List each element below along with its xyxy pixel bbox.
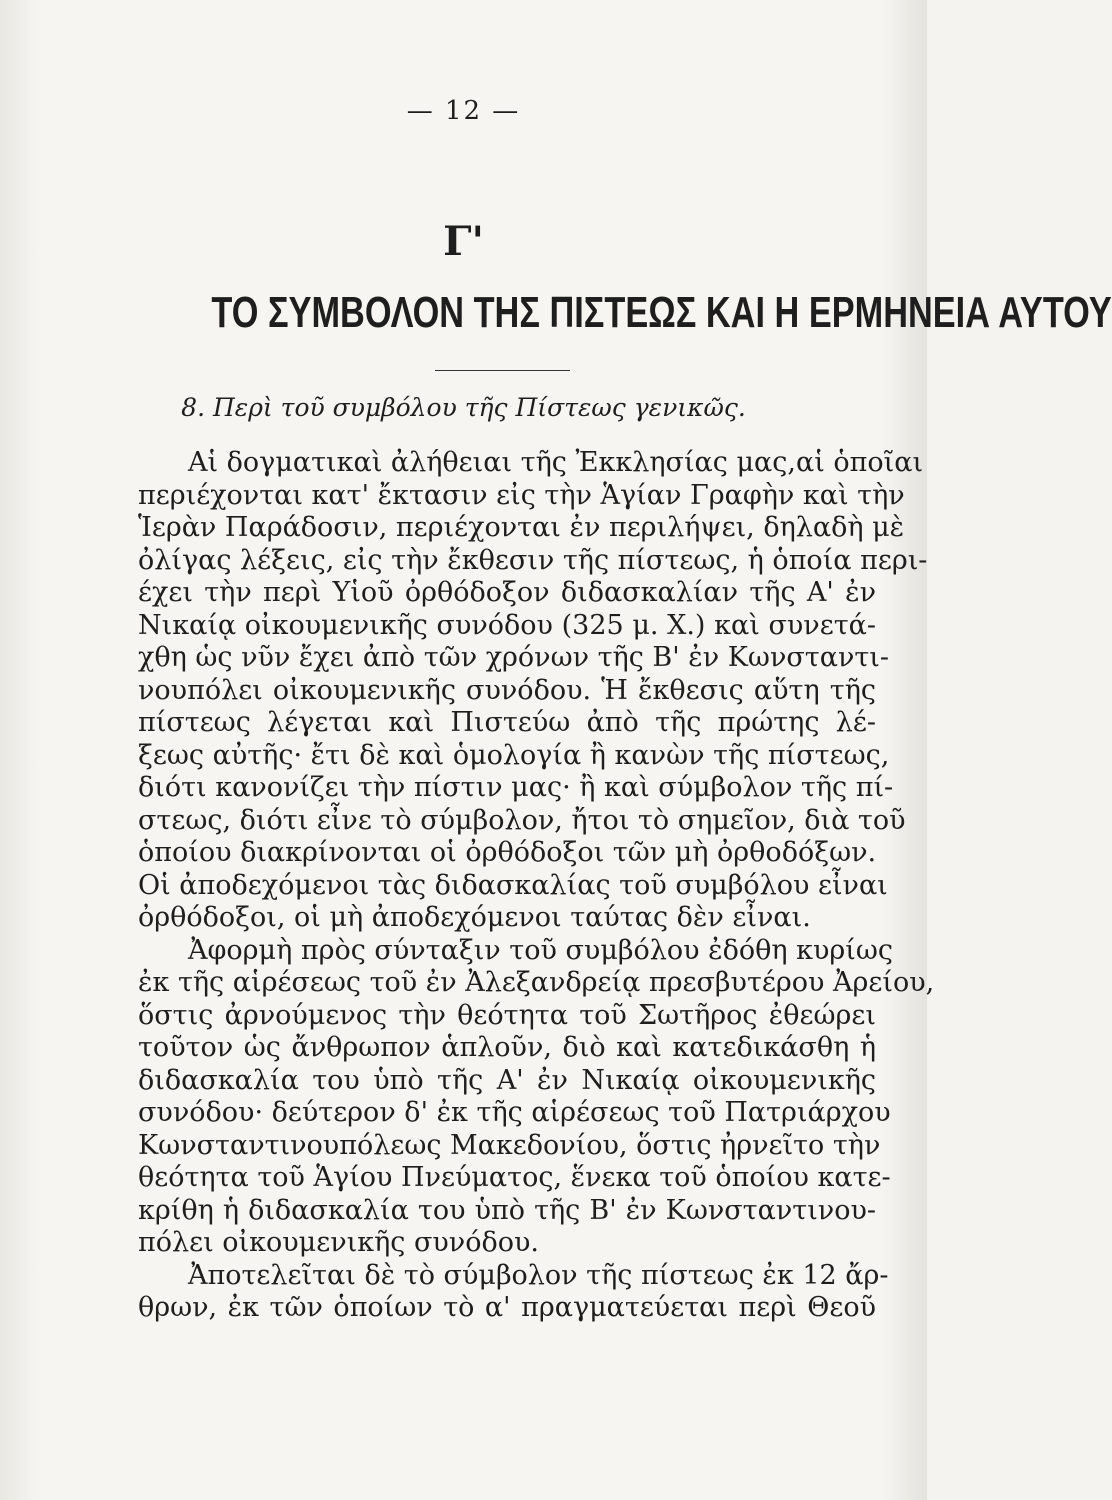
paragraph-1 bbox=[138, 447, 928, 935]
text-line: περιέχονται κατ' ἔκτασιν εἰς τὴν Ἁγίαν Γραφὴν καὶ τὴν bbox=[138, 479, 905, 511]
text-line: στεως, διότι εἶνε τὸ σύμβολον, ἤτοι τὸ σημεῖον, διὰ τοῦ bbox=[138, 804, 906, 836]
text-line: Νικαίᾳ οἰκουμενικῆς συνόδου (325 μ. Χ.) καὶ συνετά- bbox=[138, 609, 876, 641]
text-line: Ἀποτελεῖται δὲ τὸ σύμβολον τῆς πίστεως ἐκ 12 ἄρ- bbox=[188, 1259, 889, 1291]
page-number: — 12 — bbox=[406, 96, 521, 126]
text-line: ὀλίγας λέξεις, εἰς τὴν ἔκθεσιν τῆς πίστεως, ἡ ὁποία περι- bbox=[138, 544, 928, 576]
text-line: Ἱερὰν Παράδοσιν, περιέχονται ἐν περιλήψει, δηλαδὴ μὲ bbox=[138, 512, 905, 543]
text-line: πόλει οἰκουμενικῆς συνόδου. bbox=[138, 1227, 539, 1258]
text-line: συνόδου· δεύτερον δ' ἐκ τῆς αἱρέσεως τοῦ Πατριάρχου bbox=[138, 1097, 891, 1128]
text-line: ἐκ τῆς αἱρέσεως τοῦ ἐν Ἀλεξανδρείᾳ πρεσβυτέρου Ἀρείου, bbox=[138, 967, 935, 998]
text-line: έχει τὴν περὶ Υἱοῦ ὀρθόδοξον διδασκαλίαν τῆς Α' ἐν bbox=[138, 577, 876, 608]
text-line: διδασκαλία του ὑπὸ τῆς Α' ἐν Νικαίᾳ οἰκουμενικῆς bbox=[138, 1064, 876, 1096]
text-line: ξεως αὐτῆς· ἔτι δὲ καὶ ὁμολογία ἢ κανὼν τῆς πίστεως, bbox=[138, 739, 890, 771]
text-line: κρίθη ἡ διδασκαλία του ὑπὸ τῆς Β' ἐν Κωνσταντινου- bbox=[138, 1194, 876, 1226]
text-line: πίστεως λέγεται καὶ Πιστεύω ἀπὸ τῆς πρώτης λέ- bbox=[138, 707, 876, 738]
text-line: ὀρθόδοξοι, οἱ μὴ ἀποδεχόμενοι ταύτας δὲν εἶναι. bbox=[138, 902, 811, 933]
section-letter: Γ' bbox=[443, 218, 484, 265]
text-line: Αἱ δογματικαὶ ἀλήθειαι τῆς Ἐκκλησίας μας,αἱ ὁποῖαι bbox=[188, 447, 924, 478]
text-line: Ἀφορμὴ πρὸς σύνταξιν τοῦ συμβόλου ἐδόθη κυρίως bbox=[188, 934, 894, 966]
text-line: διότι κανονίζει τὴν πίστιν μας· ἢ καὶ σύμβολον τῆς πί- bbox=[138, 772, 894, 803]
chapter-title: ΤΟ ΣΥΜΒΟΛΟΝ ΤΗΣ ΠΙΣΤΕΩΣ ΚΑΙ Η ΕΡΜΗΝΕΙΑ ΑΥΤΟΥ bbox=[211, 288, 1112, 337]
text-line: Κωνσταντινουπόλεως Μακεδονίου, ὅστις ἠρνεῖτο τὴν bbox=[138, 1129, 881, 1161]
text-line: Οἱ ἀποδεχόμενοι τὰς διδασκαλίας τοῦ συμβόλου εἶναι bbox=[138, 869, 888, 901]
text-line: νουπόλει οἰκουμενικῆς συνόδου. Ἡ ἔκθεσις αὕτη τῆς bbox=[138, 674, 876, 706]
text-line: χθη ὡς νῦν ἔχει ἀπὸ τῶν χρόνων τῆς Β' ἐν Κωνσταντι- bbox=[138, 642, 890, 673]
text-line: θρων, ἐκ τῶν ὁποίων τὸ α' πραγματεύεται περὶ Θεοῦ bbox=[138, 1292, 876, 1323]
subsection-heading: 8. Περὶ τοῦ συμβόλου τῆς Πίστεως γενικῶς. bbox=[181, 393, 746, 422]
paragraph-2 bbox=[138, 934, 935, 1260]
text-line: ὁποίου διακρίνονται οἱ ὀρθόδοξοι τῶν μὴ ὀρθοδόξων. bbox=[138, 837, 877, 868]
text-line: θεότητα τοῦ Ἁγίου Πνεύματος, ἕνεκα τοῦ ὁποίου κατε- bbox=[138, 1162, 891, 1193]
title-divider bbox=[435, 370, 570, 371]
text-line: ὅστις ἀρνούμενος τὴν θεότητα τοῦ Σωτῆρος ἐθεώρει bbox=[138, 999, 876, 1031]
paragraph-3 bbox=[138, 1259, 889, 1325]
text-line: τοῦτον ὡς ἄνθρωπον ἁπλοῦν, διὸ καὶ κατεδικάσθη ἡ bbox=[138, 1032, 876, 1063]
body-text bbox=[138, 447, 935, 1325]
